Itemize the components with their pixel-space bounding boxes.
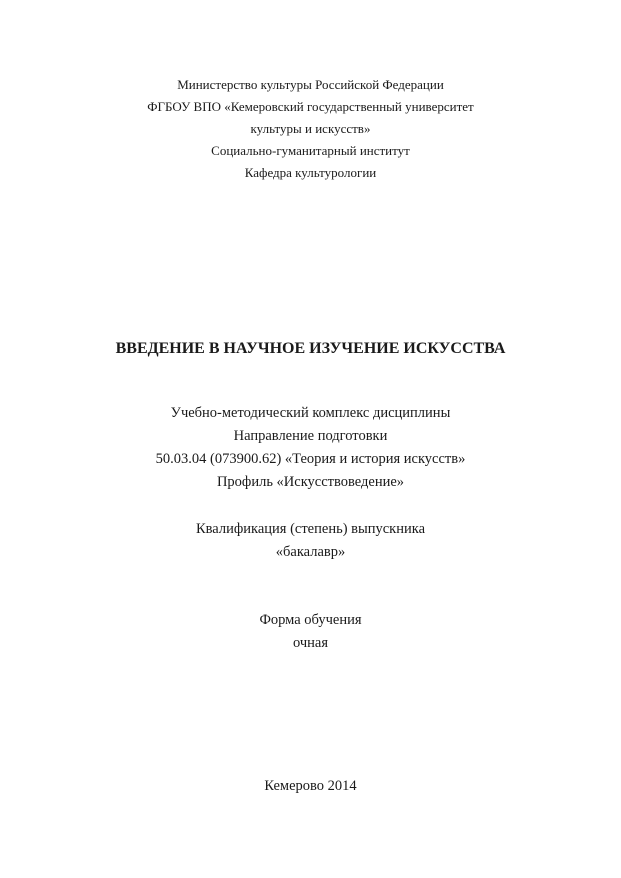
title-text: ВВЕДЕНИЕ В НАУЧНОЕ ИЗУЧЕНИЕ ИСКУССТВА bbox=[115, 340, 506, 357]
qualification-block bbox=[0, 518, 621, 564]
ministry-line: Министерство культуры Российской Федерации bbox=[177, 77, 444, 92]
direction-label-line: Направление подготовки bbox=[233, 428, 388, 444]
direction-code-line: 50.03.04 (073900.62) «Теория и история искусств» bbox=[155, 451, 466, 467]
complex-type-line: Учебно-методический комплекс дисциплины bbox=[170, 405, 451, 421]
study-form-label: Форма обучения bbox=[259, 612, 362, 628]
qualification-value: «бакалавр» bbox=[275, 544, 346, 560]
institution-header bbox=[0, 74, 621, 184]
study-form-block bbox=[0, 609, 621, 655]
university-line-cont: культуры и искусств» bbox=[250, 121, 371, 136]
course-info bbox=[0, 402, 621, 494]
profile-line: Профиль «Искусствоведение» bbox=[216, 474, 405, 490]
qualification-label: Квалификация (степень) выпускника bbox=[195, 521, 426, 537]
place-year: Кемерово 2014 bbox=[264, 778, 357, 794]
department-line: Кафедра культурологии bbox=[244, 165, 377, 180]
study-form-value: очная bbox=[292, 635, 329, 651]
institute-line: Социально-гуманитарный институт bbox=[211, 143, 410, 158]
document-title bbox=[0, 337, 621, 361]
place-year-footer bbox=[0, 775, 621, 798]
university-line: ФГБОУ ВПО «Кемеровский государственный университет bbox=[147, 99, 474, 114]
